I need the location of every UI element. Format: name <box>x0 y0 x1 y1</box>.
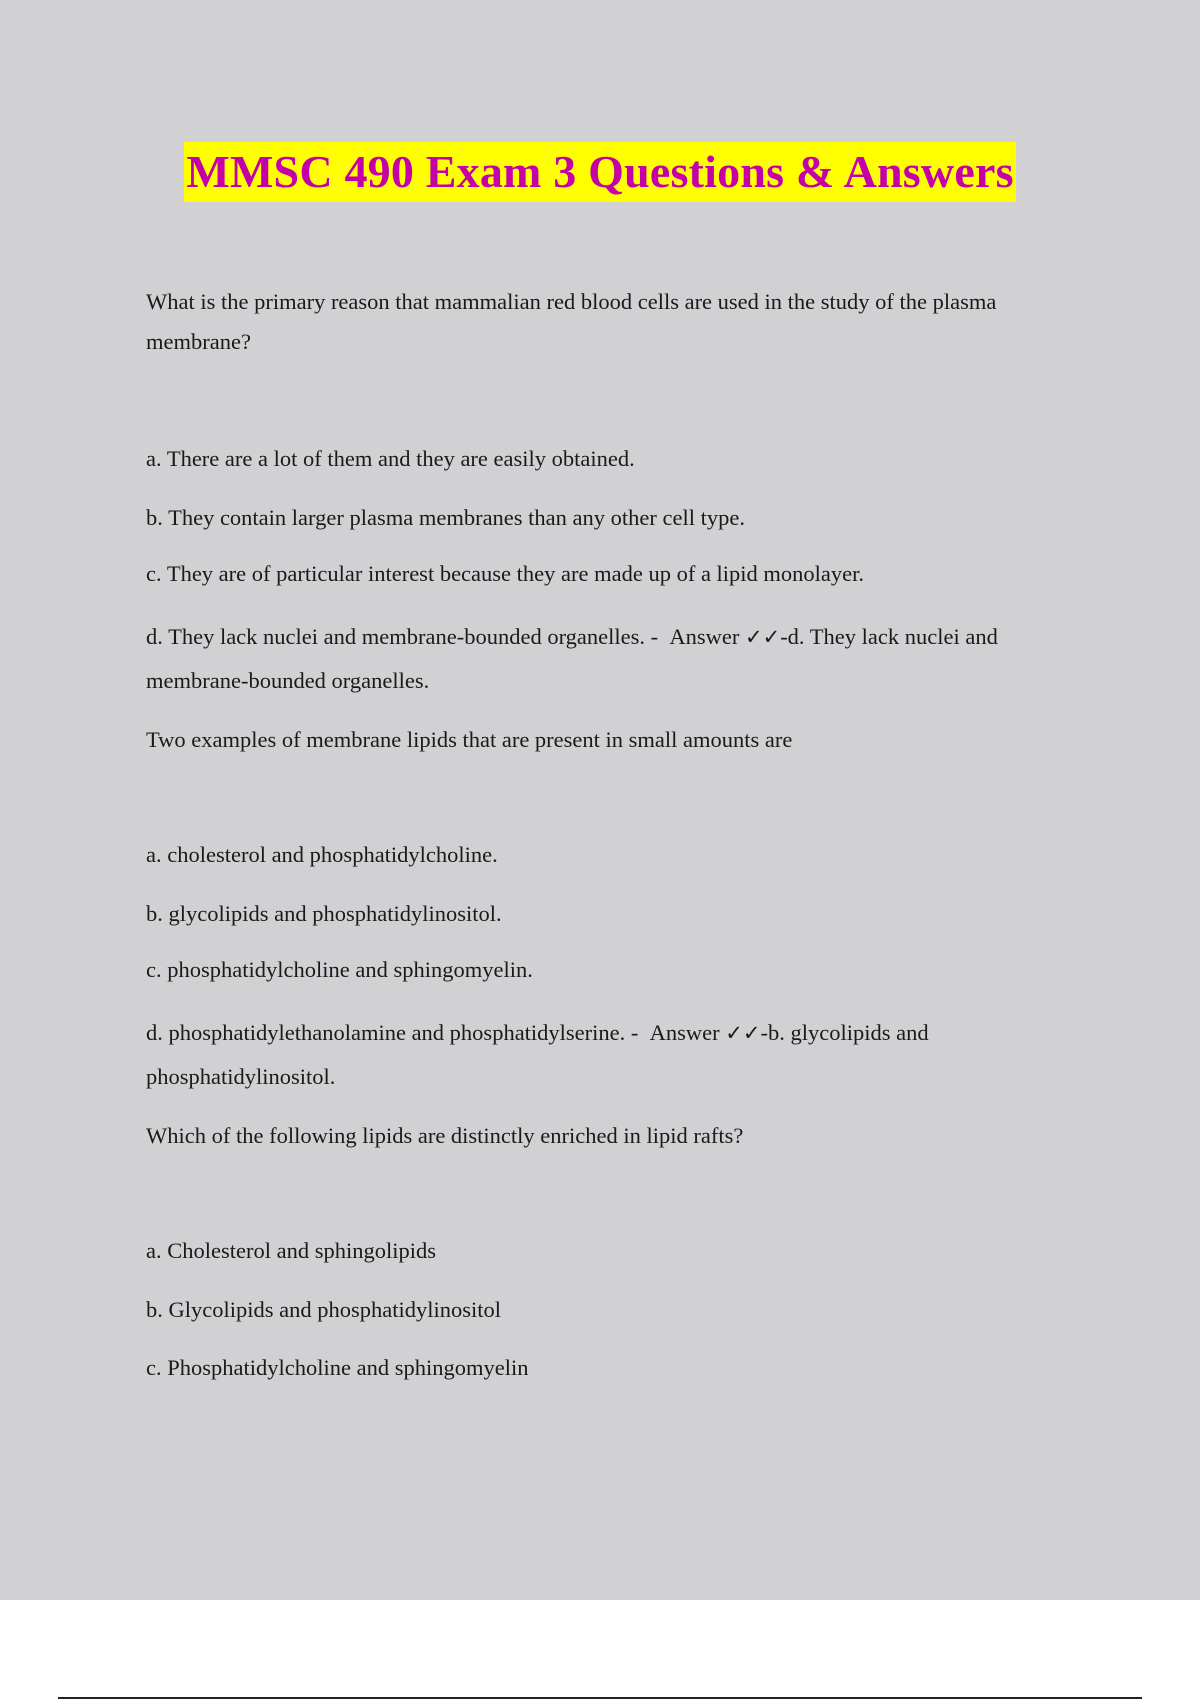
check-mark-icon: ✓✓ <box>744 625 781 649</box>
check-mark-icon: ✓✓ <box>725 1021 761 1045</box>
question-1-answer-cont: membrane-bounded organelles. <box>146 668 430 693</box>
question-2-text: Two examples of membrane lipids that are present in small amounts are <box>146 727 793 752</box>
question-2-option-c: c. phosphatidylcholine and sphingomyelin. <box>146 957 533 982</box>
question-1-option-a: a. There are a lot of them and they are easily obtained. <box>146 446 635 471</box>
answer-label: Answer <box>669 624 740 649</box>
title-container <box>0 142 1200 202</box>
question-1-text: What is the primary reason that mammalian red blood cells are used in the study of the plasma <box>146 289 997 314</box>
answer-label: Answer <box>649 1020 720 1045</box>
question-2-option-d: d. phosphatidylethanolamine and phosphatidylserine. - <box>146 1020 639 1045</box>
footer-divider <box>58 1697 1142 1699</box>
question-3-text: Which of the following lipids are distinctly enriched in lipid rafts? <box>146 1123 744 1148</box>
question-3-option-c: c. Phosphatidylcholine and sphingomyelin <box>146 1355 529 1380</box>
question-1-text-cont: membrane? <box>146 329 251 354</box>
question-1-option-d: d. They lack nuclei and membrane-bounded organelles. - <box>146 624 659 649</box>
question-3-option-b: b. Glycolipids and phosphatidylinositol <box>146 1297 501 1322</box>
question-1-option-c: c. They are of particular interest because they are made up of a lipid monolayer. <box>146 561 865 586</box>
question-2-answer-cont: phosphatidylinositol. <box>146 1064 336 1089</box>
page-footer <box>0 1600 1200 1700</box>
page-title: MMSC 490 Exam 3 Questions & Answers <box>184 142 1015 202</box>
question-2-option-d-line <box>146 1018 929 1048</box>
question-1-option-b: b. They contain larger plasma membranes than any other cell type. <box>146 505 745 530</box>
question-1-answer: -d. They lack nuclei and <box>780 624 998 649</box>
question-2-option-a: a. cholesterol and phosphatidylcholine. <box>146 842 498 867</box>
question-3-option-a: a. Cholesterol and sphingolipids <box>146 1238 436 1263</box>
question-2-answer: -b. glycolipids and <box>760 1020 929 1045</box>
question-2-option-b: b. glycolipids and phosphatidylinositol. <box>146 901 502 926</box>
question-1-option-d-line <box>146 622 998 652</box>
